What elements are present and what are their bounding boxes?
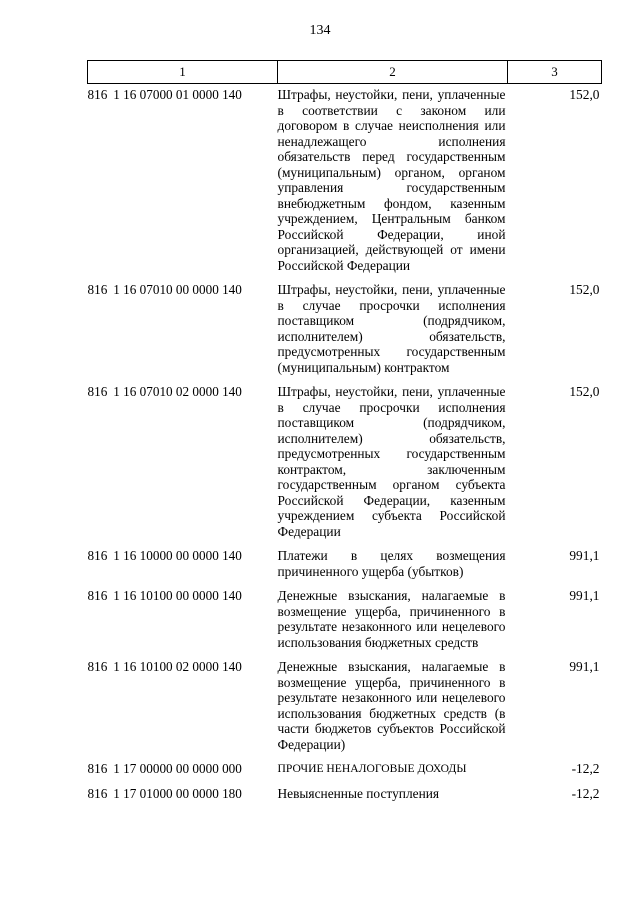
classification-code: 1 16 10000 00 0000 140 <box>113 548 242 563</box>
column-header-1: 1 <box>88 61 278 84</box>
name-cell: ПРОЧИЕ НЕНАЛОГОВЫЕ ДОХОДЫ <box>277 762 467 775</box>
classification-code: 1 16 10100 00 0000 140 <box>113 588 242 603</box>
amount-cell: 152,0 <box>569 282 600 297</box>
code-cell <box>88 384 278 548</box>
admin-code: 816 <box>87 384 108 399</box>
classification-code: 1 17 00000 00 0000 000 <box>113 761 242 776</box>
classification-code: 1 16 07010 02 0000 140 <box>113 384 242 399</box>
admin-code: 816 <box>87 785 108 801</box>
table-row <box>88 761 602 786</box>
classification-code: 1 16 07010 00 0000 140 <box>113 282 242 297</box>
column-header-2: 2 <box>278 61 508 84</box>
amount-cell: -12,2 <box>571 785 600 801</box>
column-header-3: 3 <box>508 61 602 84</box>
code-cell <box>88 659 278 761</box>
classification-code: 1 17 01000 00 0000 180 <box>113 785 242 801</box>
table-row <box>88 548 602 588</box>
table-row <box>88 659 602 761</box>
code-cell <box>88 84 278 283</box>
table-row <box>88 384 602 548</box>
table-row <box>88 282 602 384</box>
admin-code: 816 <box>87 588 108 603</box>
admin-code: 816 <box>87 87 108 102</box>
name-cell: Невыясненные поступления <box>277 785 440 801</box>
table-body <box>88 84 602 811</box>
amount-cell: 152,0 <box>569 384 600 399</box>
admin-code: 816 <box>87 659 108 674</box>
table-row <box>88 588 602 659</box>
classification-code: 1 16 07000 01 0000 140 <box>113 87 242 102</box>
admin-code: 816 <box>87 761 108 776</box>
table-header <box>88 61 602 84</box>
admin-code: 816 <box>87 548 108 563</box>
name-cell: Денежные взыскания, налагаемые в возмещение ущерба, причиненного в результате незаконного или нецелевого использования бюджетных средств <box>277 588 506 650</box>
amount-cell: 152,0 <box>569 87 600 102</box>
name-cell: Платежи в целях возмещения причиненного ущерба (убытков) <box>277 548 506 579</box>
budget-table <box>87 60 602 810</box>
code-cell <box>88 548 278 588</box>
code-cell <box>88 588 278 659</box>
table-row <box>88 84 602 283</box>
name-cell: Штрафы, неустойки, пени, уплаченные в случае просрочки исполнения поставщиком (подрядчиком, исполнителем) обязательств, предусмотренных государственным контрактом, заключенным государственным органом субъекта Российской Федерации, казенным учреждением субъекта Российской Федерации <box>277 384 506 539</box>
admin-code: 816 <box>87 282 108 297</box>
name-cell: Штрафы, неустойки, пени, уплаченные в соответствии с законом или договором в случае неисполнения или ненадлежащего исполнения обязательств перед государственным (муниципальным) органом, органом управления государственным внебюджетным фондом, казенным учреждением, Центральным банком Российской Федерации, иной организацией, действующей от имени Российской Федерации <box>277 87 506 273</box>
amount-cell: 991,1 <box>569 659 600 674</box>
amount-cell: -12,2 <box>571 761 600 776</box>
code-cell <box>88 786 278 811</box>
amount-cell: 991,1 <box>569 588 600 603</box>
table-row <box>88 786 602 811</box>
classification-code: 1 16 10100 02 0000 140 <box>113 659 242 674</box>
amount-cell: 991,1 <box>569 548 600 563</box>
page-number: 134 <box>309 23 331 38</box>
name-cell: Денежные взыскания, налагаемые в возмещение ущерба, причиненного в результате незаконного или нецелевого использования бюджетных средств (в части бюджетов субъектов Российской Федерации) <box>277 659 506 752</box>
code-cell <box>88 761 278 786</box>
code-cell <box>88 282 278 384</box>
header-row <box>88 61 602 84</box>
name-cell: Штрафы, неустойки, пени, уплаченные в случае просрочки исполнения поставщиком (подрядчиком, исполнителем) обязательств, предусмотренных государственным (муниципальным) контрактом <box>277 282 506 375</box>
